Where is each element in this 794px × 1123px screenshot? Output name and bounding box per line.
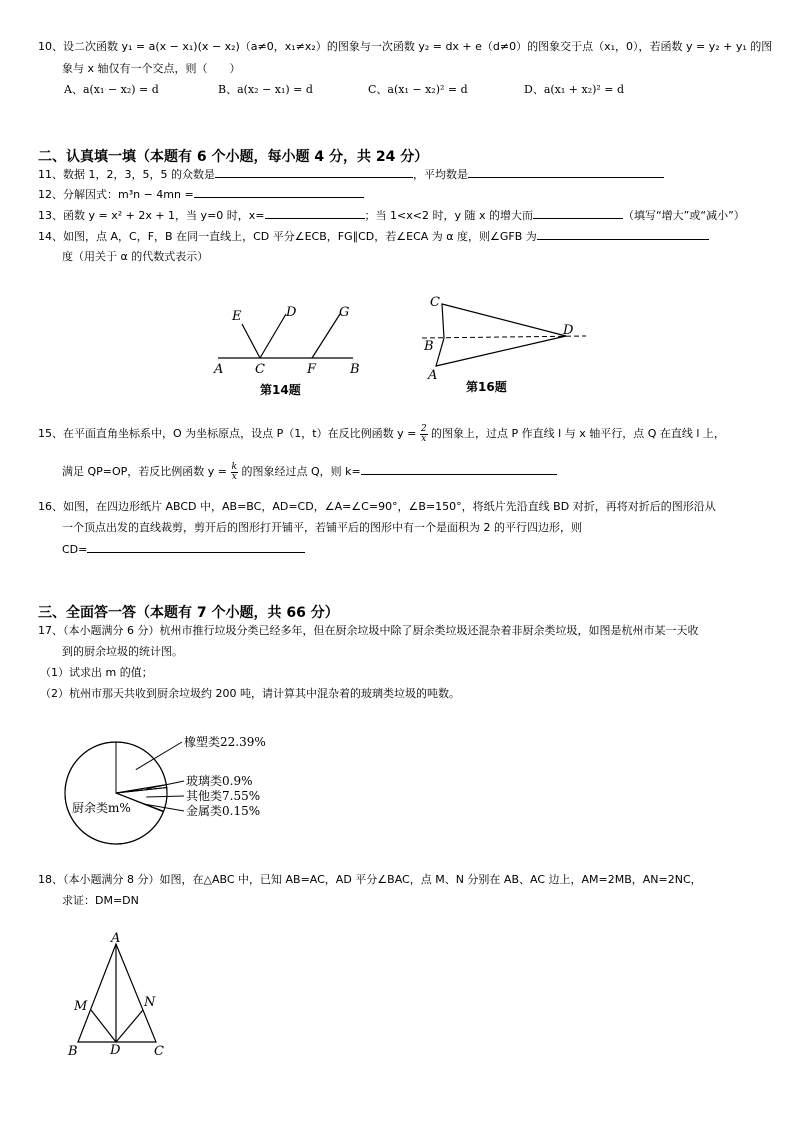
fig14-label-c: C xyxy=(255,362,265,377)
figure-18 xyxy=(60,930,180,1065)
fig16-label-b: B xyxy=(424,339,434,354)
q17-line1: 17、（本小题满分 6 分）杭州市推行垃圾分类已经多年，但在厨余垃圾中除了厨余类垃圾还混杂着非厨余类垃圾，如图是杭州市某一天收 xyxy=(38,624,699,637)
pie-slice-1 xyxy=(116,742,166,793)
q10-line1: 10、设二次函数 y₁ = a(x − x₁)(x − x₂)（a≠0，x₁≠x₂）的图象与一次函数 y₂ = dx + e（d≠0）的图象交于点（x₁，0），若函数 y = y₂ + y₁ 的图 xyxy=(38,40,773,53)
q17-part1: （1）试求出 m 的值； xyxy=(40,666,153,679)
q10-option-c: C、a(x₁ − x₂)² = d xyxy=(368,83,468,96)
q15-text-b: 的图象上，过点 P 作直线 l 与 x 轴平行，点 Q 在直线 l 上， xyxy=(431,427,725,440)
q15-text-d: 的图象经过点 Q，则 k= xyxy=(241,465,361,478)
q15-frac-num: 2 xyxy=(420,423,427,434)
q17-line2: 到的厨余垃圾的统计图。 xyxy=(62,645,183,658)
q15-frac2-num: k xyxy=(231,461,237,472)
q15-text-a: 15、在平面直角坐标系中，O 为坐标原点，设点 P（1，t）在反比例函数 y = xyxy=(38,427,417,440)
pie-label-3: 其他类7.55% xyxy=(186,789,261,803)
fig14-label-b: B xyxy=(350,362,360,377)
q18-line2: 求证：DM=DN xyxy=(62,894,139,907)
fig14-label-a: A xyxy=(214,362,224,377)
fig18-triangle-abc xyxy=(78,944,156,1042)
fig18-label-m: M xyxy=(74,999,88,1014)
q15-frac2-den: x xyxy=(231,471,237,482)
q10-option-d: D、a(x₁ + x₂)² = d xyxy=(524,83,625,96)
pie-label-5: 厨余类m% xyxy=(72,801,131,815)
pie-label-4: 金属类0.15% xyxy=(186,804,261,818)
q16-text-c: CD= xyxy=(62,543,88,556)
pie-label-2: 玻璃类0.9% xyxy=(186,774,253,788)
q14-line2: 度（用关于 α 的代数式表示） xyxy=(62,250,209,263)
section2-title: 二、认真填一填（本题有 6 个小题，每小题 4 分，共 24 分） xyxy=(38,149,429,165)
fig18-label-a: A xyxy=(111,931,121,946)
q15-frac-den: x xyxy=(421,433,427,444)
q13-text-a: 13、函数 y = x² + 2x + 1，当 y=0 时，x= xyxy=(38,209,265,222)
fig14-label-e: E xyxy=(232,309,242,324)
q17-part2: （2）杭州市那天共收到厨余垃圾约 200 吨，请计算其中混杂着的玻璃类垃圾的吨数。 xyxy=(40,687,460,700)
fig16-label-a: A xyxy=(428,368,438,383)
q13-text-b: ；当 1<x<2 时，y 随 x 的增大而 xyxy=(364,209,533,222)
q14-text-a: 14、如图，点 A，C，F，B 在同一直线上，CD 平分∠ECB，FG∥CD，若∠ECA 为 α 度，则∠GFB 为 xyxy=(38,230,537,243)
fig16-label-d: D xyxy=(563,323,574,338)
q12-text: 12、分解因式：m³n − 4mn = xyxy=(38,188,194,201)
q15-text-c: 满足 QP=OP，若反比例函数 y = xyxy=(62,465,228,478)
fig14-label-g: G xyxy=(339,305,350,320)
pie-label-1: 橡塑类22.39% xyxy=(184,735,266,749)
fig18-label-n: N xyxy=(144,995,156,1010)
fig14-label-d: D xyxy=(286,305,297,320)
fig14-caption: 第14题 xyxy=(260,383,301,397)
pie-slice-5 xyxy=(65,742,163,844)
q18-line1: 18、（本小题满分 8 分）如图，在△ABC 中，已知 AB=AC，AD 平分∠BAC，点 M、N 分别在 AB、AC 边上，AM=2MB，AN=2NC， xyxy=(38,873,702,886)
fig18-label-c: C xyxy=(154,1044,164,1059)
pie-leader-3 xyxy=(146,796,184,797)
q11-text-a: 11、数据 1，2，3，5，5 的众数是 xyxy=(38,168,215,181)
fig18-label-b: B xyxy=(68,1044,78,1059)
q13-text-c: （填写“增大”或“减小”） xyxy=(622,209,745,222)
q10-line2: 象与 x 轴仅有一个交点，则（ ） xyxy=(62,62,241,75)
fig16-label-c: C xyxy=(430,295,440,310)
q16-line1: 16、如图，在四边形纸片 ABCD 中，AB=BC，AD=CD，∠A=∠C=90°，∠B=150°，将纸片先沿直线 BD 对折，再将对折后的图形沿从 xyxy=(38,500,716,513)
fig16-caption: 第16题 xyxy=(466,380,507,394)
q10-option-a: A、a(x₁ − x₂) = d xyxy=(64,83,159,96)
fig18-segment-dm xyxy=(91,1010,116,1042)
section3-title: 三、全面答一答（本题有 7 个小题，共 66 分） xyxy=(38,605,339,621)
fig18-label-d: D xyxy=(110,1043,121,1058)
fig14-label-f: F xyxy=(307,362,317,377)
q10-option-b: B、a(x₂ − x₁) = d xyxy=(218,83,313,96)
q16-line2: 一个顶点出发的直线裁剪，剪开后的图形打开铺平，若铺平后的图形中有一个是面积为 2 的平行四边形，则 xyxy=(62,521,582,534)
fig18-segment-dn xyxy=(116,1010,143,1042)
q11-text-b: ，平均数是 xyxy=(412,168,468,181)
